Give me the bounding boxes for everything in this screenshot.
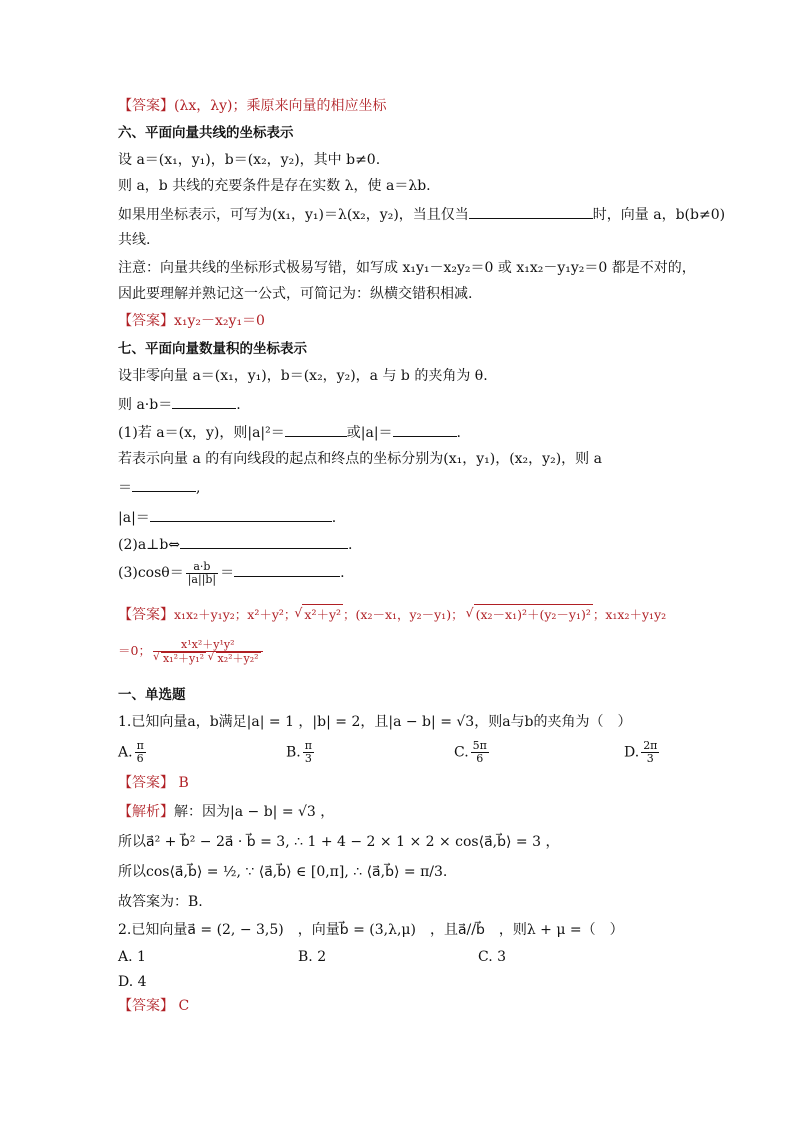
paragraph-line: (3)cosθ＝ $\frac{a\cdot b}{|a||b|}$ ＝ . xyxy=(118,559,345,586)
text-segment: 或|a|＝ xyxy=(346,425,393,441)
fill-blank[interactable] xyxy=(172,393,236,409)
numerator: x¹x²＋y¹y² xyxy=(153,639,263,652)
fill-blank[interactable] xyxy=(393,421,457,437)
option-a[interactable] xyxy=(118,740,148,765)
option-label: A. xyxy=(118,744,133,761)
answer-line xyxy=(118,604,666,625)
answer-line xyxy=(118,996,189,1016)
fill-blank[interactable] xyxy=(469,203,593,219)
explanation-line: 所以cos⟨a⃗,b⃗⟩ = ½, ∵ ⟨a⃗,b⃗⟩ ∈ [0,π], ∴ ⟨a⃗,b⃗⟩ = π/3. xyxy=(118,864,448,880)
denominator: 6 xyxy=(476,752,484,765)
answer-text: x₁y₂－x₂y₁＝0 xyxy=(174,313,265,329)
option-c[interactable] xyxy=(454,740,491,765)
section-heading-single-choice: 一、单选题 xyxy=(118,687,186,703)
answer-line xyxy=(118,636,265,666)
fill-blank[interactable] xyxy=(285,421,347,437)
text-segment: (2)a⊥b⇔ xyxy=(118,537,181,553)
option-label: D. xyxy=(624,744,640,761)
question-stem-2: 2.已知向量a⃗ = (2, − 3,5) ，向量b⃗ = (3,λ,μ) ，且a⃗//b⃗ ，则λ + μ =（ ） xyxy=(118,922,624,938)
explanation-text: 解：因为|a − b| = √3 ， xyxy=(174,804,335,820)
text-segment: (3)cosθ＝ xyxy=(118,565,184,581)
answer-tag: 【答案】 xyxy=(118,607,174,623)
question-stem-1: 1.已知向量a，b满足|a| = 1 ，|b| = 2，且|a − b| = √3，则a与b的夹角为（ ） xyxy=(118,714,632,730)
paragraph-line: ＝ , xyxy=(118,476,200,498)
numerator: π xyxy=(136,739,144,752)
fraction xyxy=(135,740,146,765)
text-segment: ＝ xyxy=(220,565,235,581)
answer-text: ；x₁x₂＋y₁y₂ xyxy=(592,607,667,622)
fraction xyxy=(641,740,659,765)
paragraph-line: 设非零向量 a＝(x₁，y₁)，b＝(x₂，y₂)，a 与 b 的夹角为 θ. xyxy=(118,368,488,384)
denominator: 6 xyxy=(136,752,144,765)
fraction xyxy=(471,740,489,765)
paragraph-line: 注意：向量共线的坐标形式极易写错，如写成 x₁y₁－x₂y₂＝0 或 x₁x₂－y₁y₂＝0 都是不对的， xyxy=(118,260,696,276)
answer-text: x₁x₂＋y₁y₂；x²＋y²； xyxy=(174,607,297,622)
text-segment: ＝ xyxy=(118,480,132,496)
paragraph-line xyxy=(118,203,725,225)
denominator: |a||b| xyxy=(187,572,217,586)
numerator: 2π xyxy=(643,739,658,752)
fraction xyxy=(186,561,218,586)
explanation-tag: 【解析】 xyxy=(118,804,174,820)
option-a[interactable]: A. 1 xyxy=(118,949,146,965)
option-label: C. xyxy=(454,744,469,761)
option-label: B. xyxy=(286,744,301,761)
fill-blank[interactable] xyxy=(150,506,332,522)
fill-blank[interactable] xyxy=(132,476,196,492)
paragraph-line: 则 a·b＝ . xyxy=(118,393,241,415)
answer-text: ；(x₂－x₁，y₂－y₁)； xyxy=(343,607,464,622)
denominator: 3 xyxy=(304,752,312,765)
section-heading-6: 六、平面向量共线的坐标表示 xyxy=(118,125,294,141)
paragraph-line: 因此要理解并熟记这一公式，可简记为：纵横交错积相减. xyxy=(118,286,473,302)
sqrt-expr: √ x₂²＋y₂² xyxy=(216,652,261,665)
numerator: a·b xyxy=(186,561,218,574)
answer-line xyxy=(118,773,189,793)
answer-line xyxy=(118,311,265,331)
explanation-line: 故答案为：B. xyxy=(118,894,203,910)
explanation-line: 所以a⃗² + b⃗² − 2a⃗ · b⃗ = 3, ∴ 1 + 4 − 2 × 1 × 2 × cos⟨a⃗,b⃗⟩ = 3 ， xyxy=(118,834,560,850)
numerator: 5π xyxy=(472,739,487,752)
option-d[interactable] xyxy=(624,740,661,765)
paragraph-line: 则 a，b 共线的充要条件是存在实数 λ，使 a＝λb. xyxy=(118,178,431,194)
paragraph-line: |a|＝ . xyxy=(118,506,336,528)
option-c[interactable]: C. 3 xyxy=(478,949,507,965)
answer-text: C xyxy=(178,998,190,1014)
text-segment: 如果用坐标表示，可写为(x₁，y₁)＝λ(x₂，y₂)，当且仅当 xyxy=(118,207,469,223)
sqrt-expr: √ x²＋y² xyxy=(302,604,343,625)
answer-tag: 【答案】 xyxy=(118,313,174,329)
sqrt-expr: √ (x₂－x₁)²＋(y₂－y₁)² xyxy=(474,604,593,625)
sqrt-expr: √ x₁²＋y₁² xyxy=(161,652,206,665)
option-b[interactable]: B. 2 xyxy=(298,949,327,965)
answer-text: B xyxy=(178,775,189,791)
option-b[interactable] xyxy=(286,740,316,765)
paragraph-line: 共线. xyxy=(118,232,151,248)
answer-text: (λx，λy)；乘原来向量的相应坐标 xyxy=(174,98,387,114)
paragraph-line: 若表示向量 a 的有向线段的起点和终点的坐标分别为(x₁，y₁)，(x₂，y₂)，则 a xyxy=(118,451,602,467)
numerator: π xyxy=(304,739,312,752)
answer-tag: 【答案】 xyxy=(118,998,174,1014)
fill-blank[interactable] xyxy=(180,533,348,549)
denominator xyxy=(153,652,263,665)
text-segment: (1)若 a＝(x，y)，则|a|²＝ xyxy=(118,425,285,441)
fraction xyxy=(303,740,314,765)
option-d[interactable]: D. 4 xyxy=(118,974,147,990)
paragraph-line: 设 a＝(x₁，y₁)，b＝(x₂，y₂)，其中 b≠0. xyxy=(118,152,381,168)
paragraph-line: (1)若 a＝(x，y)，则|a|²＝ 或|a|＝ . xyxy=(118,421,461,443)
section-heading-7: 七、平面向量数量积的坐标表示 xyxy=(118,341,307,357)
answer-tag: 【答案】 xyxy=(118,98,174,114)
answer-text: ＝0； xyxy=(118,643,151,658)
fill-blank[interactable] xyxy=(234,561,340,577)
text-segment: |a|＝ xyxy=(118,510,150,526)
answer-tag: 【答案】 xyxy=(118,775,174,791)
fraction xyxy=(153,639,263,665)
text-segment: 时，向量 a，b(b≠0) xyxy=(592,207,726,223)
explanation-line xyxy=(118,802,334,822)
answer-line xyxy=(118,96,386,116)
denominator: 3 xyxy=(646,752,654,765)
paragraph-line: (2)a⊥b⇔ . xyxy=(118,533,353,555)
text-segment: 则 a·b＝ xyxy=(118,397,173,413)
